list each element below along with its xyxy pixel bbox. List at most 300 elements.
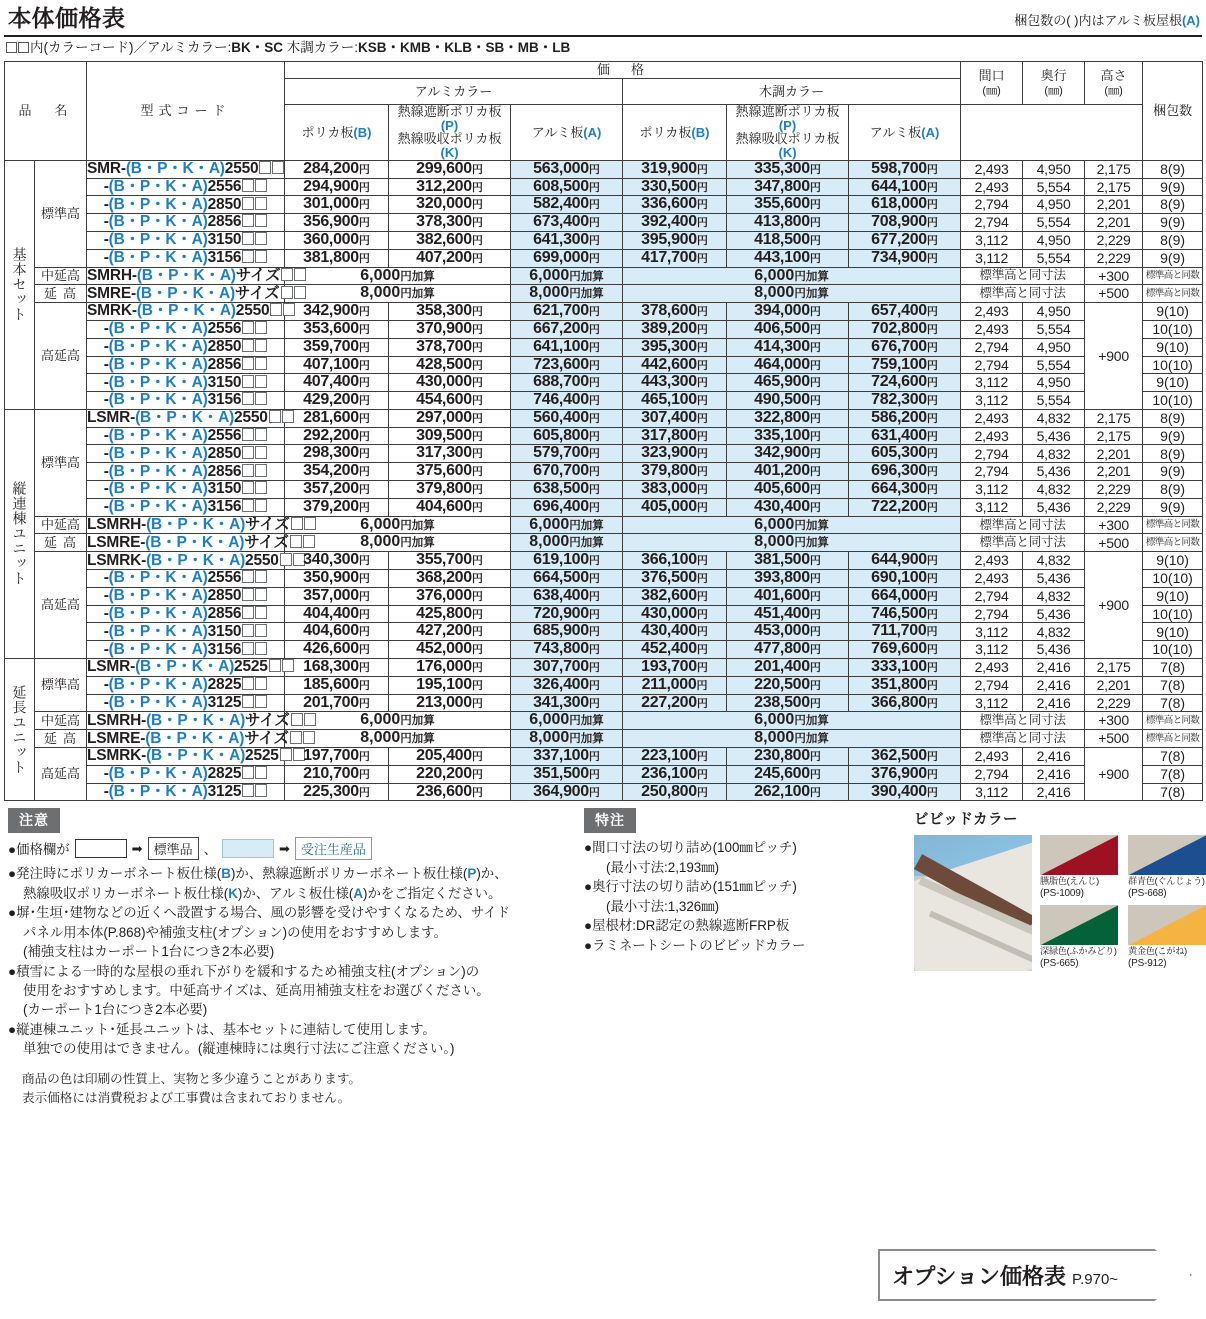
yen-symbol: 円: [809, 430, 821, 443]
price-cell: [389, 552, 511, 570]
surcharge-amount: 8,000: [360, 284, 401, 302]
color-code-slot: [280, 553, 292, 566]
th-maguchi-label: 間口: [978, 68, 1005, 84]
yen-symbol: 円: [696, 697, 708, 710]
yen-symbol: 円: [809, 217, 821, 230]
depth-cell: 5,554: [1023, 249, 1085, 267]
caution-footnote: 表示価格には消費税および工事費は含まれておりません。: [22, 1091, 351, 1106]
caution-footnote: 商品の色は印刷の性質上、実物と多少違うことがあります。: [22, 1071, 362, 1086]
model-code-colors: (B・P・K・A): [108, 444, 208, 462]
color-code-slot: [255, 677, 267, 690]
price-value: 307,400: [641, 408, 697, 426]
color-code-slot: [255, 428, 267, 441]
price-value: 351,800: [871, 675, 927, 693]
price-cell: [849, 249, 961, 267]
model-code-size: 2550: [245, 551, 279, 569]
table-row: [5, 481, 1203, 499]
model-code-size: 2850: [207, 587, 242, 605]
price-value: 401,200: [754, 462, 810, 480]
price-value: 702,800: [871, 319, 927, 337]
price-value: 337,100: [533, 747, 589, 765]
price-cell: [849, 445, 961, 463]
model-code-colors: (B・P・K・A): [108, 391, 208, 409]
color-code-slot: [255, 766, 267, 779]
yen-symbol: 円: [926, 181, 938, 194]
price-value: 356,900: [303, 213, 359, 231]
price-cell: [511, 249, 623, 267]
depth-cell: 5,436: [1023, 463, 1085, 481]
yen-symbol: 円: [809, 163, 821, 176]
model-code-prefix: -: [103, 498, 109, 516]
model-code-cell: [87, 338, 285, 356]
yen-symbol: 円: [588, 751, 600, 764]
height-type-cell: 高延高: [35, 552, 87, 659]
yen-symbol: 円: [358, 448, 370, 461]
yen-symbol: 円: [809, 323, 821, 336]
model-code-colors: (B・P・K・A): [145, 729, 245, 747]
height-cell: 2,201: [1085, 463, 1143, 481]
model-code-colors: (B・P・K・A): [108, 337, 208, 355]
price-cell: [285, 783, 389, 801]
yen-symbol: 円: [809, 697, 821, 710]
model-code-prefix: -: [103, 444, 109, 462]
price-value: 394,000: [754, 302, 810, 320]
model-code-size: サイズ: [244, 729, 289, 747]
price-cell: [511, 623, 623, 641]
yen-symbol: 円: [588, 697, 600, 710]
price-value: 381,800: [303, 248, 359, 266]
price-value: 294,900: [303, 177, 359, 195]
model-code-cell: [87, 481, 285, 499]
yen-symbol: 円: [471, 252, 483, 265]
color-code-wood: KSB・KMB・KLB・SB・MB・LB: [357, 40, 571, 56]
surcharge-cell-alumi-poly: [285, 534, 511, 552]
yen-symbol: 円: [809, 590, 821, 603]
width-cell: 3,112: [961, 641, 1023, 659]
price-value: 250,800: [641, 782, 697, 800]
model-code-colors: (B・P・K・A): [146, 747, 246, 765]
color-code-slot: [255, 464, 267, 477]
height-type-cell: 高延高: [35, 748, 87, 801]
color-code-slot: [294, 268, 306, 281]
price-value: 442,600: [641, 355, 697, 373]
surcharge-cell-alumi-poly: [285, 285, 511, 303]
surcharge-unit: 円加算: [569, 537, 604, 550]
model-code-size: サイズ: [234, 284, 280, 302]
width-cell: 3,112: [961, 249, 1023, 267]
price-cell: [511, 374, 623, 392]
model-code-size: サイズ: [235, 266, 281, 284]
yen-symbol: 円: [696, 768, 708, 781]
price-value: 392,400: [641, 213, 697, 231]
price-value: 281,600: [303, 408, 359, 426]
color-code-slot: [242, 321, 254, 334]
price-value: 428,500: [416, 355, 472, 373]
price-cell: [727, 694, 849, 712]
price-cell: [849, 552, 961, 570]
model-code-cell: [87, 694, 285, 712]
yen-symbol: 円: [471, 573, 483, 586]
price-cell: [849, 605, 961, 623]
package-count-cell: 9(9): [1143, 249, 1203, 267]
depth-cell: 4,832: [1023, 552, 1085, 570]
surcharge-unit: 円加算: [400, 270, 435, 283]
color-code-slot: [255, 321, 267, 334]
yen-symbol: 円: [926, 590, 938, 603]
color-swatch-fill: [1040, 905, 1118, 945]
package-count-cell: 標準高と同数: [1143, 267, 1203, 285]
price-cell: [727, 498, 849, 516]
height-type-cell: 中延高: [35, 267, 87, 285]
yen-symbol: 円: [588, 430, 600, 443]
package-count-cell: 標準高と同数: [1143, 730, 1203, 748]
color-swatch-code: (PS-668): [1128, 887, 1167, 899]
price-value: 430,400: [754, 497, 810, 515]
table-row: [5, 730, 1203, 748]
width-cell: 2,493: [961, 160, 1023, 178]
yen-symbol: 円: [471, 430, 483, 443]
price-value: 382,600: [641, 586, 697, 604]
yen-symbol: 円: [471, 751, 483, 764]
depth-cell: 4,950: [1023, 303, 1085, 321]
dimension-note-cell: 標準高と同寸法: [961, 712, 1085, 730]
price-cell: [389, 570, 511, 588]
price-cell: [727, 783, 849, 801]
option-price-table-banner[interactable]: [878, 1249, 1192, 1301]
legend-order-label: 受注生産品: [295, 837, 372, 860]
color-swatch-fill: [1128, 835, 1206, 875]
yen-symbol: 円: [809, 679, 821, 692]
model-code-size: 2550: [235, 302, 270, 320]
color-code-slot: [242, 588, 254, 601]
package-count-cell: 標準高と同数: [1143, 516, 1203, 534]
caution-tag: 注意: [8, 808, 60, 833]
model-code-cell: [87, 392, 285, 410]
surcharge-unit: 円加算: [569, 519, 604, 532]
th-wood-poly: [623, 105, 727, 161]
yen-symbol: 円: [926, 234, 938, 247]
yen-symbol: 円: [588, 199, 600, 212]
color-code-slot: [255, 624, 267, 637]
price-value: 605,800: [533, 426, 589, 444]
price-cell: [389, 356, 511, 374]
width-cell: 2,794: [961, 356, 1023, 374]
price-value: 236,100: [641, 764, 697, 782]
depth-cell: 5,554: [1023, 214, 1085, 232]
yen-symbol: 円: [696, 181, 708, 194]
table-row: [5, 285, 1203, 303]
caution-legend-prefix: ●価格欄が: [8, 842, 70, 858]
price-cell: [511, 356, 623, 374]
price-cell: [389, 481, 511, 499]
price-cell: [623, 659, 727, 677]
price-cell: [389, 392, 511, 410]
package-count-cell: 10(10): [1143, 392, 1203, 410]
price-value: 413,800: [754, 213, 810, 231]
surcharge-amount: 6,000: [360, 515, 401, 533]
model-code-colors: (B・P・K・A): [108, 320, 208, 338]
price-value: 312,200: [416, 177, 472, 195]
depth-cell: 4,950: [1023, 338, 1085, 356]
price-cell: [623, 231, 727, 249]
yen-symbol: 円: [358, 234, 370, 247]
price-cell: [389, 659, 511, 677]
price-value: 724,600: [871, 373, 927, 391]
model-code-prefix: -: [103, 248, 109, 266]
color-swatch-code: (PS-665): [1040, 957, 1079, 969]
width-cell: 2,794: [961, 214, 1023, 232]
yen-symbol: 円: [358, 697, 370, 710]
price-value: 563,000: [533, 159, 589, 177]
price-cell: [511, 694, 623, 712]
color-swatch-name: 群青色(ぐんじょう): [1128, 876, 1205, 887]
model-code-colors: (B・P・K・A): [108, 231, 208, 249]
package-count-cell: 8(9): [1143, 160, 1203, 178]
color-swatch: [1128, 835, 1206, 901]
color-code-slot: [282, 410, 294, 423]
legend-arrow-1: ➡: [131, 840, 143, 856]
height-type-cell: 標準高: [35, 160, 87, 267]
price-cell: [727, 427, 849, 445]
table-row: [5, 445, 1203, 463]
depth-cell: 4,832: [1023, 623, 1085, 641]
yen-symbol: 円: [809, 644, 821, 657]
price-cell: [849, 178, 961, 196]
price-value: 355,600: [754, 195, 810, 213]
price-value: 284,200: [303, 159, 359, 177]
yen-symbol: 円: [926, 501, 938, 514]
yen-symbol: 円: [696, 590, 708, 603]
vivid-color-body: [914, 835, 1205, 971]
package-count-cell: 標準高と同数: [1143, 285, 1203, 303]
table-row: [5, 303, 1203, 321]
model-code-colors: (B・P・K・A): [108, 587, 208, 605]
price-cell: [849, 320, 961, 338]
price-value: 370,900: [416, 319, 472, 337]
width-cell: 2,493: [961, 409, 1023, 427]
th-takasa-label: 高さ: [1100, 68, 1127, 84]
depth-cell: 5,554: [1023, 356, 1085, 374]
width-cell: 2,493: [961, 303, 1023, 321]
price-value: 429,200: [303, 391, 359, 409]
price-cell: [511, 160, 623, 178]
width-cell: 3,112: [961, 374, 1023, 392]
color-code-slot: [255, 588, 267, 601]
price-value: 360,000: [303, 230, 359, 248]
model-code-prefix: -: [103, 213, 109, 231]
color-swatch: [1040, 835, 1118, 901]
width-cell: 2,794: [961, 338, 1023, 356]
price-cell: [849, 214, 961, 232]
color-code-slot: [242, 250, 254, 263]
price-cell: [285, 676, 389, 694]
model-code-cell: [87, 765, 285, 783]
yen-symbol: 円: [588, 359, 600, 372]
model-code-prefix: -: [103, 462, 109, 480]
th-hinmei: 品 名: [5, 62, 87, 161]
option-banner-wrap[interactable]: [878, 1249, 1192, 1301]
model-code-cell: [87, 463, 285, 481]
legend-standard-label: 標準品: [148, 837, 199, 860]
depth-cell: 4,950: [1023, 374, 1085, 392]
model-code-cell: [87, 214, 285, 232]
model-code-size: 3150: [207, 231, 242, 249]
table-row: [5, 765, 1203, 783]
depth-cell: 5,436: [1023, 641, 1085, 659]
price-cell: [389, 676, 511, 694]
product-group-cell: [5, 160, 35, 409]
yen-symbol: 円: [358, 323, 370, 336]
model-code-colors: (B・P・K・A): [108, 195, 208, 213]
color-code-slot: [255, 250, 267, 263]
price-cell: [285, 765, 389, 783]
packaging-note-code: (A): [1181, 13, 1200, 28]
caution-item-continued: 単独での使用はできません。(縦連棟時には奥行寸法にご注意ください。): [23, 1041, 455, 1057]
yen-symbol: 円: [588, 341, 600, 354]
th-alumi-heat: [389, 105, 511, 161]
yen-symbol: 円: [471, 679, 483, 692]
package-count-cell: 9(10): [1143, 303, 1203, 321]
yen-symbol: 円: [358, 608, 370, 621]
color-code-mid: 木調カラー:: [282, 40, 358, 56]
price-value: 418,500: [754, 230, 810, 248]
price-value: 664,300: [871, 480, 927, 498]
price-value: 297,000: [416, 408, 472, 426]
yen-symbol: 円: [926, 341, 938, 354]
surcharge-cell-wood: [623, 516, 961, 534]
th-wood-heat1-code: (P): [778, 117, 797, 133]
color-code-slot: [242, 357, 254, 370]
special-order-item: ●屋根材:DR認定の熱線遮断FRP板: [584, 918, 790, 934]
color-swatch-name: 臙脂色(えんじ): [1040, 876, 1099, 887]
price-cell: [389, 463, 511, 481]
yen-symbol: 円: [809, 626, 821, 639]
price-cell: [623, 249, 727, 267]
th-group-wood: 木調カラー: [623, 79, 961, 105]
price-value: 451,400: [754, 604, 810, 622]
caution-legend: [8, 837, 584, 860]
model-code-colors: (B・P・K・A): [108, 569, 208, 587]
package-count-cell: 9(10): [1143, 374, 1203, 392]
price-value: 619,100: [533, 551, 589, 569]
th-alumi-heat2-code: (K): [440, 145, 459, 161]
price-cell: [849, 641, 961, 659]
width-cell: 2,794: [961, 676, 1023, 694]
width-cell: 2,493: [961, 320, 1023, 338]
color-code-slot: [294, 286, 306, 299]
price-cell: [849, 694, 961, 712]
color-code-slot: [255, 392, 267, 405]
height-cell: 2,229: [1085, 231, 1143, 249]
price-value: 782,300: [871, 391, 927, 409]
table-row: [5, 552, 1203, 570]
price-value: 430,400: [641, 622, 697, 640]
model-code-cell: [87, 623, 285, 641]
price-value: 586,200: [871, 408, 927, 426]
price-value: 368,200: [416, 569, 472, 587]
color-swatch-fill: [1040, 835, 1118, 875]
price-value: 379,800: [416, 480, 472, 498]
color-code-slot: [255, 197, 267, 210]
yen-symbol: 円: [588, 608, 600, 621]
price-value: 201,400: [754, 658, 810, 676]
surcharge-amount: 8,000: [754, 729, 795, 747]
price-value: 205,400: [416, 747, 472, 765]
yen-symbol: 円: [696, 359, 708, 372]
price-cell: [849, 196, 961, 214]
yen-symbol: 円: [358, 768, 370, 781]
model-code-prefix: -: [103, 426, 109, 444]
price-value: 317,300: [416, 444, 472, 462]
price-cell: [389, 320, 511, 338]
price-cell: [389, 160, 511, 178]
special-order-list: [584, 838, 914, 955]
price-value: 638,400: [533, 586, 589, 604]
price-value: 427,200: [416, 622, 472, 640]
price-value: 605,300: [871, 444, 927, 462]
yen-symbol: 円: [471, 608, 483, 621]
color-code-slot: [255, 232, 267, 245]
package-count-cell: 7(8): [1143, 694, 1203, 712]
special-order-item: ●奥行寸法の切り詰め(151㎜ピッチ): [584, 879, 797, 895]
price-cell: [727, 748, 849, 766]
price-value: 336,600: [641, 195, 697, 213]
price-value: 404,600: [416, 497, 472, 515]
price-value: 477,800: [754, 640, 810, 658]
table-row: [5, 356, 1203, 374]
model-code-prefix: -: [103, 373, 109, 391]
color-code-slot: [242, 695, 254, 708]
model-code-colors: (B・P・K・A): [108, 248, 208, 266]
height-type-cell: 延高: [35, 534, 87, 552]
th-alumi-heat1-label: 熱線遮断ポリカ板: [397, 104, 502, 120]
price-value: 618,000: [871, 195, 927, 213]
yen-symbol: 円: [358, 573, 370, 586]
price-value: 696,300: [871, 462, 927, 480]
depth-cell: 5,554: [1023, 392, 1085, 410]
price-cell: [285, 694, 389, 712]
model-code-cell: [87, 196, 285, 214]
model-code-size: 3150: [207, 622, 242, 640]
model-code-cell: [87, 320, 285, 338]
surcharge-unit: 円加算: [400, 537, 435, 550]
price-cell: [511, 409, 623, 427]
price-cell: [849, 392, 961, 410]
yen-symbol: 円: [809, 306, 821, 319]
price-value: 644,100: [871, 177, 927, 195]
price-cell: [623, 676, 727, 694]
yen-symbol: 円: [471, 217, 483, 230]
price-value: 335,100: [754, 426, 810, 444]
yen-symbol: 円: [471, 306, 483, 319]
price-cell: [727, 552, 849, 570]
depth-cell: 2,416: [1023, 748, 1085, 766]
price-cell: [511, 659, 623, 677]
model-code-prefix: -: [103, 355, 109, 373]
price-value: 722,200: [871, 497, 927, 515]
height-type-cell: 標準高: [35, 409, 87, 516]
price-value: 347,800: [754, 177, 810, 195]
surcharge-unit: 円加算: [569, 733, 604, 746]
th-alumi-heat1-code: (P): [440, 117, 459, 133]
table-row: [5, 267, 1203, 285]
color-code-slot: [255, 339, 267, 352]
yen-symbol: 円: [696, 377, 708, 390]
model-code-size: 2525: [234, 658, 268, 676]
price-value: 342,900: [303, 302, 359, 320]
model-code-colors: (B・P・K・A): [135, 658, 235, 676]
package-count-cell: 7(8): [1143, 676, 1203, 694]
